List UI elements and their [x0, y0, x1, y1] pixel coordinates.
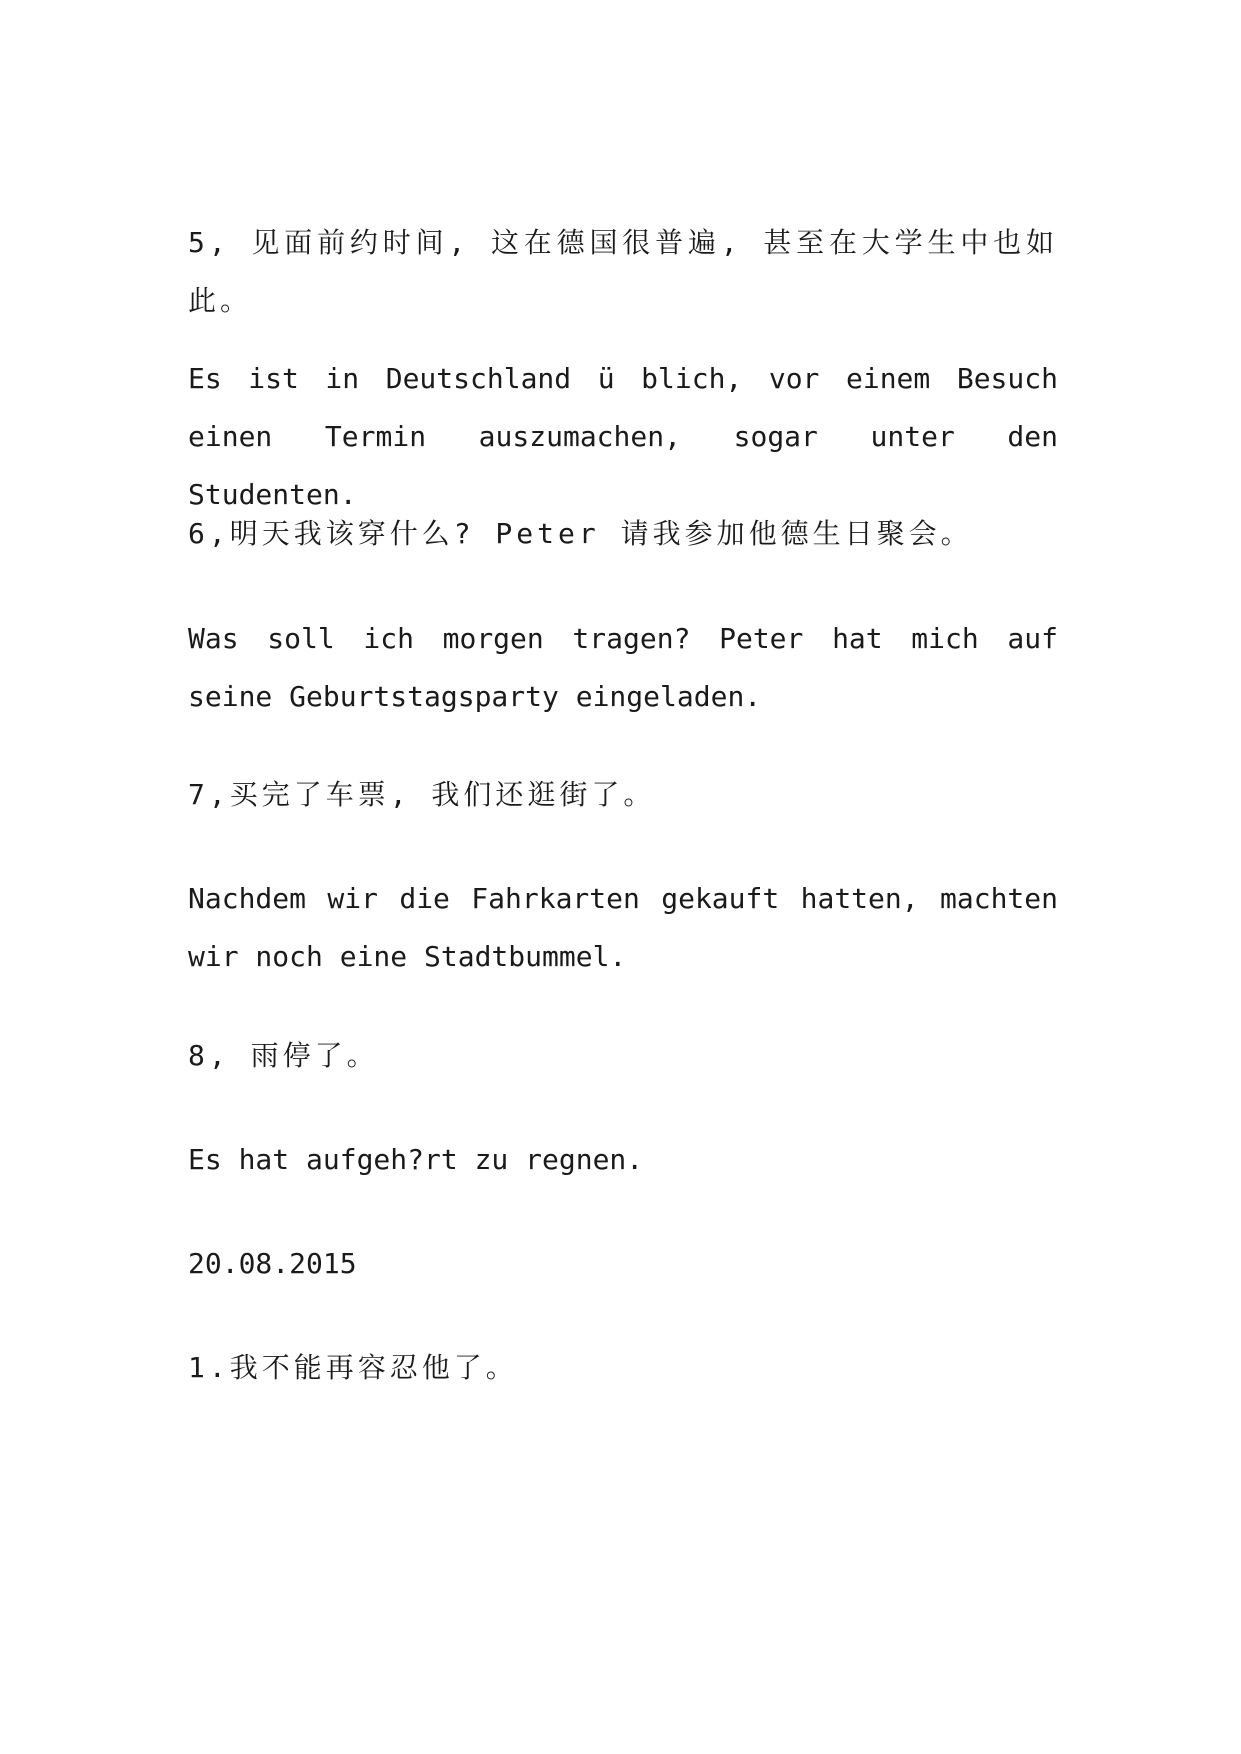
paragraph-chinese-7: 7,买完了车票, 我们还逛街了。	[188, 778, 656, 811]
paragraph-chinese-1: 1.我不能再容忍他了。	[188, 1351, 518, 1384]
paragraph-chinese-6: 6,明天我该穿什么? Peter 请我参加他德生日聚会。	[188, 517, 973, 550]
paragraph-german-7: Nachdem wir die Fahrkarten gekauft hatten, machten wir noch eine Stadtbummel.	[188, 882, 1058, 973]
paragraph-german-6: Was soll ich morgen tragen? Peter hat mich auf seine Geburtstagsparty eingeladen.	[188, 622, 1058, 713]
paragraph-chinese-8: 8, 雨停了。	[188, 1039, 379, 1072]
paragraph-german-5: Es ist in Deutschland ü blich, vor einem Besuch einen Termin auszumachen, sogar unter den Studenten.	[188, 362, 1058, 511]
paragraph-chinese-5: 5, 见面前约时间, 这在德国很普遍, 甚至在大学生中也如此。	[188, 226, 1058, 317]
date-heading: 20.08.2015	[188, 1247, 357, 1280]
paragraph-german-8: Es hat aufgeh?rt zu regnen.	[188, 1143, 644, 1176]
